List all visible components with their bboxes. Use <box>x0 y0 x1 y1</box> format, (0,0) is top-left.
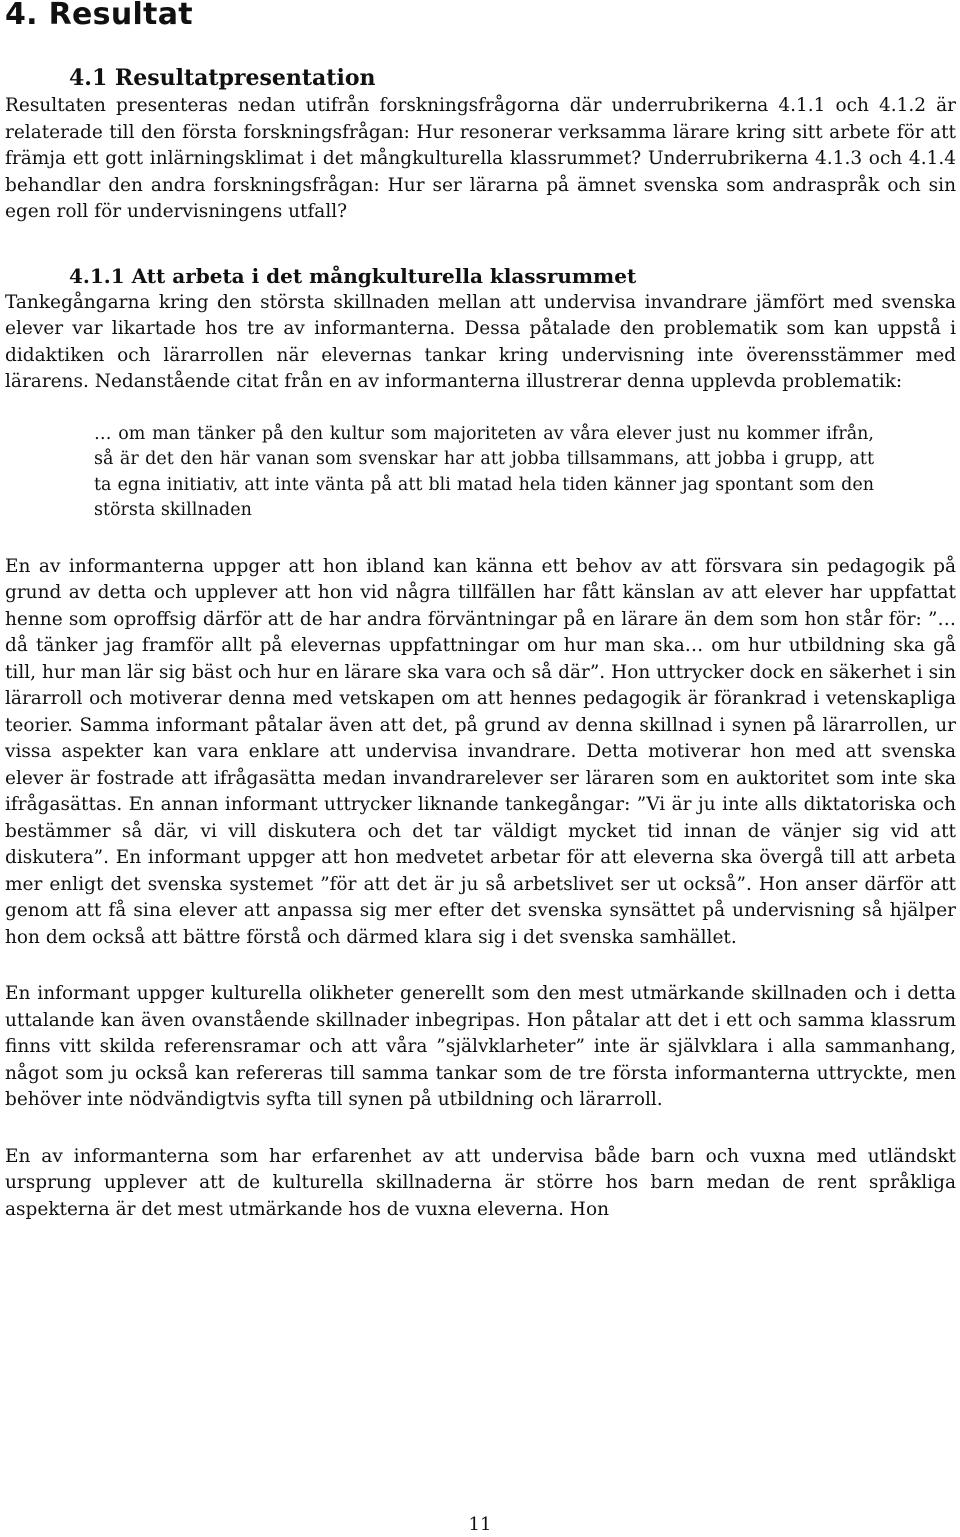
body-paragraph-2: En av informanterna uppger att hon ibland kan känna ett behov av att försvara sin pedagogik på grund av detta och upplever att hon vid några tillfällen har fått känslan av att elever har uppfattat henne som oproffsig därför att de har andra förväntningar på en lärare än dem som hon står för: ”…då tänker jag framför allt på elevernas uppfattningar om hur man ska… om hur utbildning ska gå till, hur man lär sig bäst och hur en lärare ska vara och så där”. Hon uttrycker dock en säkerhet i sin lärarroll och motiverar denna med vetskapen om att hennes pedagogik är förankrad i vetenskapliga teorier. Samma informant påtalar även att det, på grund av denna skillnad i synen på lärarrollen, ur vissa aspekter kan vara enklare att undervisa invandrare. Detta motiverar hon med att svenska elever är fostrade att ifrågasätta medan invandrarelever ser läraren som en auktoritet som inte ska ifrågasättas. En annan informant uttrycker liknande tankegångar: ”Vi är ju inte alls diktatoriska och bestämmer så där, vi vill diskutera och det tar väldigt mycket tid innan de vänjer sig vid att diskutera”. En informant uppger att hon medvetet arbetar för att eleverna ska övergå till att arbeta mer enligt det svenska systemet ”för att det är ju så arbetslivet ser ut också”. Hon anser därför att genom att få sina elever att anpassa sig mer efter det svenska synsättet på undervisning så hjälper hon dem också att bättre förstå och därmed klara sig i det svenska samhället. <box>5 555 956 948</box>
body-paragraph-1: Tankegångarna kring den största skillnaden mellan att undervisa invandrare jämfört med svenska elever var likartade hos tre av informanterna. Dessa påtalade den problematik som kan uppstå i didaktiken och lärarrollen när elevernas tankar kring undervisning inte överensstämmer med lärarens. Nedanstående citat från en av informanterna illustrerar denna upplevda problematik: <box>5 291 956 392</box>
section-heading: 4.1 Resultatpresentation <box>69 65 376 91</box>
body-paragraph-4: En av informanterna som har erfarenhet av att undervisa både barn och vuxna med utländskt ursprung upplever att de kulturella skillnaderna är större hos barn medan de rent språkliga aspekterna är det mest utmärkande hos de vuxna eleverna. Hon <box>5 1145 956 1220</box>
block-quote: … om man tänker på den kultur som majoriteten av våra elever just nu kommer ifrån, så är det den här vanan som svenskar har att jobba tillsammans, att jobba i grupp, att ta egna initiativ, att inte vänta på att bli matad hela tiden känner jag spontant som den största skillnaden <box>94 423 874 520</box>
intro-paragraph: Resultaten presenteras nedan utifrån forskningsfrågorna där underrubrikerna 4.1.1 och 4.1.2 är relaterade till den första forskningsfrågan: Hur resonerar verksamma lärare kring sitt arbete för att främja ett gott inlärningsklimat i det mångkulturella klassrummet? Underrubrikerna 4.1.3 och 4.1.4 behandlar den andra forskningsfrågan: Hur ser lärarna på ämnet svenska som andraspråk och sin egen roll för undervisningens utfall? <box>5 95 956 222</box>
body-paragraph-3: En informant uppger kulturella olikheter generellt som den mest utmärkande skillnaden och i detta uttalande kan även ovanstående skillnader inbegripas. Hon påtalar att det i ett och samma klassrum finns vitt skilda referensramar och att våra ”självklarheter” inte är självklara i alla sammanhang, något som ju också kan refereras till samma tankar som de tre första informanterna uttryckte, men behöver inte nödvändigtvis syfta till synen på utbildning och lärarroll. <box>5 983 956 1110</box>
chapter-heading: 4. Resultat <box>5 0 193 32</box>
document-page <box>5 0 956 1223</box>
subsection-heading: 4.1.1 Att arbeta i det mångkulturella klassrummet <box>69 263 637 288</box>
page-number: 11 <box>468 1514 492 1535</box>
